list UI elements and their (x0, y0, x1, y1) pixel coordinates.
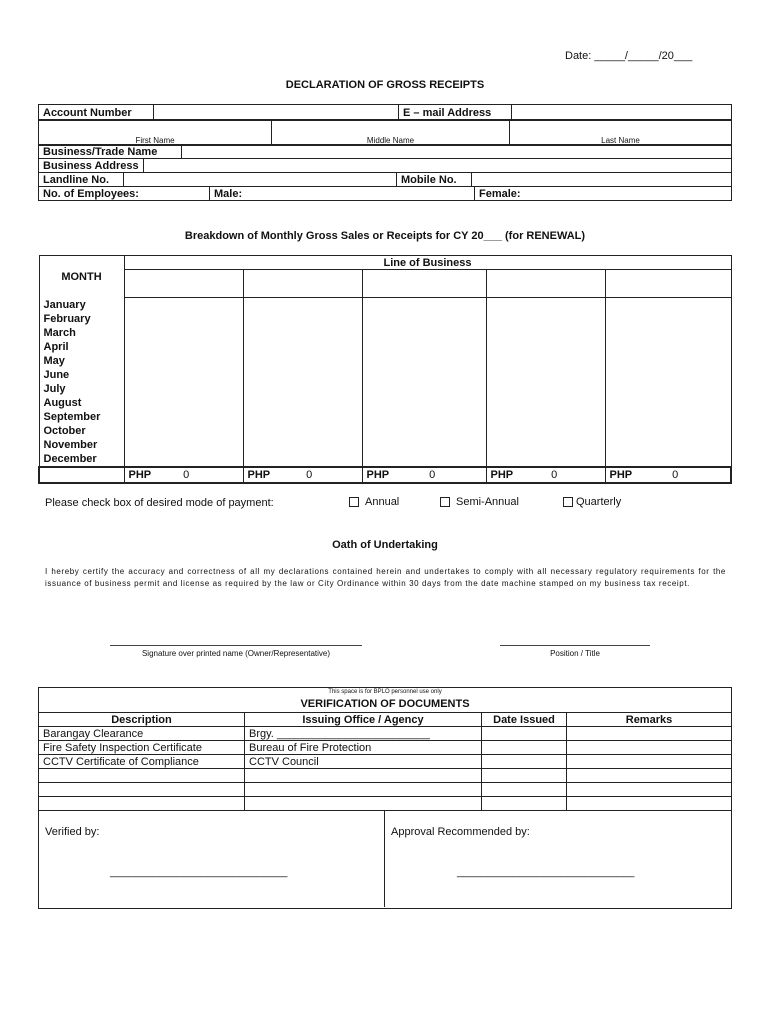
month-value-cell[interactable] (243, 326, 362, 340)
table-row (39, 769, 732, 783)
month-value-cell[interactable] (124, 312, 243, 326)
oath-title: Oath of Undertaking (332, 539, 438, 551)
name-table (38, 119, 732, 146)
month-label: March (39, 326, 124, 340)
male-field[interactable]: Male: (210, 187, 475, 201)
remarks-header: Remarks (567, 713, 732, 727)
month-value-cell[interactable] (243, 368, 362, 382)
month-value-cell[interactable] (362, 410, 486, 424)
month-value-cell[interactable] (124, 298, 243, 312)
first-name-label[interactable]: First Name (39, 120, 272, 146)
month-value-cell[interactable] (243, 298, 362, 312)
month-value-cell[interactable] (243, 340, 362, 354)
issuing-office-cell (245, 769, 482, 783)
female-field[interactable]: Female: (475, 187, 732, 201)
position-line[interactable] (500, 645, 650, 646)
month-value-cell[interactable] (486, 368, 605, 382)
month-value-cell[interactable] (486, 453, 605, 467)
month-value-cell[interactable] (243, 438, 362, 452)
month-value-cell[interactable] (486, 396, 605, 410)
option-label: Semi-Annual (456, 496, 519, 508)
total-cell-5 (605, 467, 731, 483)
position-label: Position / Title (550, 649, 600, 658)
php-label: PHP (490, 468, 514, 481)
issuing-office-cell: Bureau of Fire Protection (245, 741, 482, 755)
month-label: August (39, 396, 124, 410)
remarks-cell[interactable] (567, 755, 732, 769)
month-value-cell[interactable] (486, 340, 605, 354)
month-value-cell[interactable] (124, 354, 243, 368)
breakdown-title: Breakdown of Monthly Gross Sales or Receipts for CY 20___ (for RENEWAL) (184, 230, 586, 242)
month-value-cell[interactable] (605, 354, 731, 368)
total-cell-1 (124, 467, 243, 483)
month-value-cell[interactable] (605, 438, 731, 452)
description-cell (39, 797, 245, 811)
remarks-cell[interactable] (567, 727, 732, 741)
month-value-cell[interactable] (243, 424, 362, 438)
landline-field[interactable] (124, 173, 397, 187)
oath-text: I hereby certify the accuracy and correctness of all my declarations contained herein and undertakes to comply with all necessary regulatory requirements for the issuance of business permit and license as required by the law or City Ordinance within 30 days from the date machine stamped on my business tax receipt. (45, 567, 726, 588)
month-value-cell[interactable] (243, 410, 362, 424)
employees-label: No. of Employees: (39, 187, 210, 201)
date-issued-cell[interactable] (482, 727, 567, 741)
month-value-cell[interactable] (124, 453, 243, 467)
mobile-label: Mobile No. (397, 173, 472, 187)
month-value-cell[interactable] (605, 453, 731, 467)
bplo-note: This space is for BPLO personnel use only (328, 689, 442, 695)
table-row (39, 727, 732, 741)
mobile-field[interactable] (472, 173, 732, 187)
business-address-table (38, 158, 732, 173)
remarks-cell[interactable] (567, 769, 732, 783)
php-label: PHP (247, 468, 271, 481)
month-value-cell[interactable] (362, 424, 486, 438)
table-row (39, 741, 732, 755)
month-value-cell[interactable] (124, 438, 243, 452)
month-value-cell[interactable] (124, 396, 243, 410)
month-value-cell[interactable] (486, 410, 605, 424)
month-value-cell[interactable] (362, 382, 486, 396)
php-label: PHP (128, 468, 152, 481)
description-cell: CCTV Certificate of Compliance (39, 755, 245, 769)
month-value-cell[interactable] (605, 340, 731, 354)
month-header: MONTH (39, 256, 124, 298)
checkbox-icon[interactable] (349, 497, 359, 507)
description-header: Description (39, 713, 245, 727)
description-cell (39, 783, 245, 797)
month-label: May (39, 354, 124, 368)
date-issued-header: Date Issued (482, 713, 567, 727)
table-row (39, 783, 732, 797)
issuing-office-header: Issuing Office / Agency (245, 713, 482, 727)
account-number-label: Account Number (39, 105, 154, 121)
month-value-cell[interactable] (243, 382, 362, 396)
date-issued-cell[interactable] (482, 755, 567, 769)
description-cell: Barangay Clearance (39, 727, 245, 741)
signature-line[interactable] (110, 645, 362, 646)
checkbox-icon[interactable] (563, 497, 573, 507)
month-value-cell[interactable] (243, 312, 362, 326)
month-value-cell[interactable] (486, 326, 605, 340)
option-label: Annual (365, 496, 400, 508)
month-value-cell[interactable] (486, 382, 605, 396)
month-value-cell[interactable] (605, 368, 731, 382)
business-name-field[interactable] (182, 145, 732, 159)
email-label: E – mail Address (399, 105, 512, 121)
date-issued-cell[interactable] (482, 783, 567, 797)
business-name-table (38, 144, 732, 159)
month-value-cell[interactable] (486, 438, 605, 452)
issuing-office-cell (245, 783, 482, 797)
php-label: PHP (366, 468, 390, 481)
month-value-cell[interactable] (362, 326, 486, 340)
month-value-cell[interactable] (605, 410, 731, 424)
month-value-cell[interactable] (243, 453, 362, 467)
page-title: DECLARATION OF GROSS RECEIPTS (285, 79, 485, 91)
total-value: 0 (306, 468, 313, 481)
signature-label: Signature over printed name (Owner/Representative) (141, 649, 331, 658)
verification-table (38, 712, 732, 811)
lob-column-4[interactable] (486, 270, 605, 298)
middle-name-label[interactable]: Middle Name (272, 120, 510, 146)
month-label: April (39, 340, 124, 354)
month-value-cell[interactable] (124, 326, 243, 340)
remarks-cell[interactable] (567, 797, 732, 811)
breakdown-table (38, 255, 732, 484)
month-value-cell[interactable] (243, 396, 362, 410)
description-cell: Fire Safety Inspection Certificate (39, 741, 245, 755)
business-name-label: Business/Trade Name (39, 145, 182, 159)
month-value-cell[interactable] (124, 340, 243, 354)
date-issued-cell[interactable] (482, 741, 567, 755)
month-label: December (39, 453, 124, 467)
month-label: June (39, 368, 124, 382)
remarks-cell[interactable] (567, 783, 732, 797)
date-field: Date: _____/_____/20___ (565, 50, 693, 62)
month-value-cell[interactable] (486, 298, 605, 312)
payment-option-annual[interactable] (349, 496, 399, 508)
month-value-cell[interactable] (124, 410, 243, 424)
month-value-cell[interactable] (605, 298, 731, 312)
checkbox-icon[interactable] (440, 497, 450, 507)
business-address-field[interactable] (143, 159, 731, 173)
verified-signature-line[interactable]: _____________________________ (110, 866, 288, 878)
payment-prompt: Please check box of desired mode of payment: (45, 497, 274, 509)
month-value-cell[interactable] (362, 453, 486, 467)
month-label: September (39, 410, 124, 424)
approval-label: Approval Recommended by: (391, 826, 530, 838)
date-issued-cell[interactable] (482, 797, 567, 811)
total-value: 0 (551, 468, 558, 481)
total-value: 0 (672, 468, 679, 481)
issuing-office-cell: CCTV Council (245, 755, 482, 769)
payment-option-quarterly[interactable] (563, 496, 621, 508)
lob-column-2[interactable] (243, 270, 362, 298)
total-value: 0 (183, 468, 190, 481)
last-name-label[interactable]: Last Name (510, 120, 732, 146)
lob-column-5[interactable] (605, 270, 731, 298)
month-value-cell[interactable] (124, 382, 243, 396)
total-cell-3 (362, 467, 486, 483)
option-label: Quarterly (576, 496, 622, 508)
total-value: 0 (429, 468, 436, 481)
approval-signature-line[interactable]: _____________________________ (457, 866, 635, 878)
line-of-business-header: Line of Business (124, 256, 731, 270)
date-issued-cell[interactable] (482, 769, 567, 783)
month-value-cell[interactable] (362, 312, 486, 326)
employees-table (38, 186, 732, 201)
month-value-cell[interactable] (362, 354, 486, 368)
month-value-cell[interactable] (362, 340, 486, 354)
total-cell-4 (486, 467, 605, 483)
month-value-cell[interactable] (605, 424, 731, 438)
month-label: January (39, 298, 124, 312)
lob-column-3[interactable] (362, 270, 486, 298)
payment-option-semi-annual[interactable] (440, 496, 519, 508)
issuing-office-cell: Brgy. _________________________ (245, 727, 482, 741)
verification-title: VERIFICATION OF DOCUMENTS (300, 698, 470, 710)
month-label: July (39, 382, 124, 396)
business-address-label: Business Address (39, 159, 144, 173)
month-value-cell[interactable] (486, 424, 605, 438)
month-value-cell[interactable] (124, 368, 243, 382)
landline-label: Landline No. (39, 173, 124, 187)
month-value-cell[interactable] (486, 312, 605, 326)
lob-column-1[interactable] (124, 270, 243, 298)
total-cell-2 (243, 467, 362, 483)
php-label: PHP (609, 468, 633, 481)
signature-divider (384, 811, 385, 907)
month-value-cell[interactable] (243, 354, 362, 368)
month-value-cell[interactable] (362, 396, 486, 410)
month-value-cell[interactable] (362, 298, 486, 312)
remarks-cell[interactable] (567, 741, 732, 755)
month-value-cell[interactable] (605, 396, 731, 410)
month-value-cell[interactable] (124, 424, 243, 438)
month-value-cell[interactable] (486, 354, 605, 368)
phone-table (38, 172, 732, 187)
table-row (39, 797, 732, 811)
month-value-cell[interactable] (362, 368, 486, 382)
description-cell (39, 769, 245, 783)
month-value-cell[interactable] (605, 312, 731, 326)
month-value-cell[interactable] (605, 326, 731, 340)
table-row (39, 755, 732, 769)
month-label: February (39, 312, 124, 326)
month-label: November (39, 438, 124, 452)
month-value-cell[interactable] (605, 382, 731, 396)
month-value-cell[interactable] (362, 438, 486, 452)
month-label: October (39, 424, 124, 438)
verified-by-label: Verified by: (45, 826, 100, 838)
issuing-office-cell (245, 797, 482, 811)
